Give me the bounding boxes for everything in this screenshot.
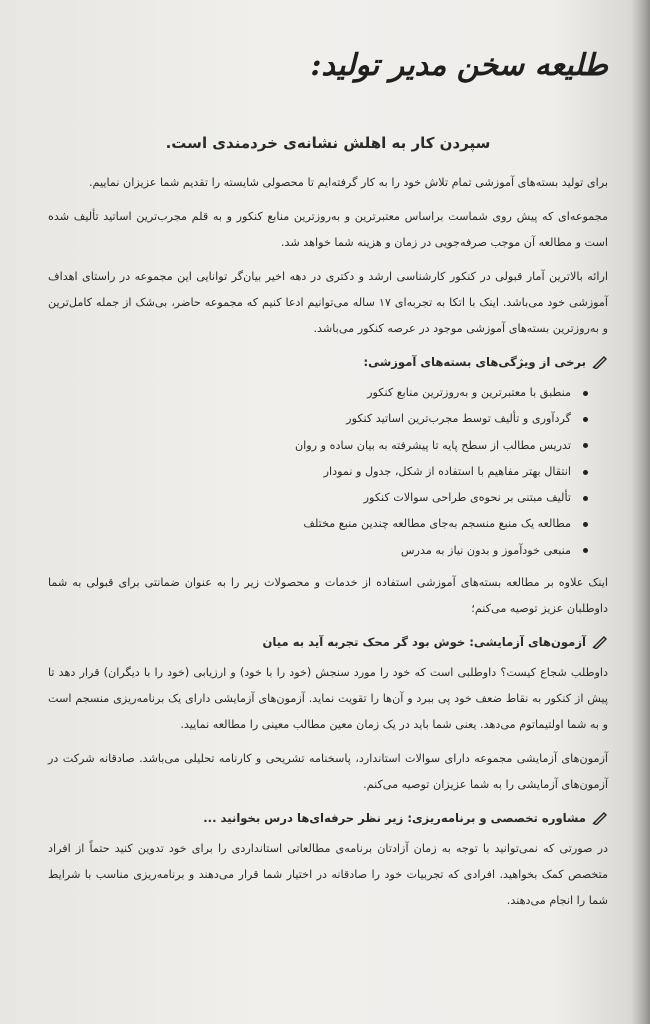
page-edge-shadow xyxy=(632,0,650,1024)
tests-paragraph-1: داوطلب شجاع کیست؟ داوطلبی است که خود را مورد سنجش (خود را با خود) و ارزیابی (خود را با دیگران) قرار دهد تا پیش از کنکور به نقاط ضعف خود پی ببرد و آن‌ها را تقویت نماید. آزمون‌های آزمایشی دارای یک برنامه‌ریزی منسجم است و به شما اولتیماتوم می‌دهد. یعنی شما باید در یک زمان معین مطالب معینی را مطالعه نمایید. xyxy=(48,666,608,732)
list-item-text: انتقال بهتر مفاهیم با استفاده از شکل، جدول و نمودار xyxy=(323,464,571,478)
pen-icon xyxy=(592,355,608,369)
tests-paragraph-2: آزمون‌های آزمایشی مجموعه دارای سوالات استاندارد، پاسخنامه تشریحی و کارنامه تحلیلی می‌باشد. صادقانه شرکت در آزمون‌های آزمایشی را به شما عزیزان توصیه می‌کنم. xyxy=(48,752,608,792)
list-item xyxy=(48,406,588,432)
list-item-text: مطالعه یک منبع منسجم به‌جای مطالعه چندین منبع مختلف xyxy=(303,517,571,531)
consulting-heading-text: مشاوره تخصصی و برنامه‌ریزی: زیر نظر حرفه‌ای‌ها درس بخوانید ... xyxy=(203,811,586,826)
list-item xyxy=(48,538,588,564)
bullet-icon xyxy=(583,496,588,501)
tests-heading-text: آزمون‌های آزمایشی: خوش بود گر محک تجربه آید به میان xyxy=(262,635,586,650)
list-item-text: تألیف مبتنی بر نحوه‌ی طراحی سوالات کنکور xyxy=(363,491,571,505)
list-item-text: منطبق با معتبرترین و به‌روزترین منابع کنکور xyxy=(367,386,571,399)
consulting-paragraph-1: در صورتی که نمی‌توانید با توجه به زمان آزادتان برنامه‌ی مطالعاتی استانداردی را برای خود تدوین کنید حتماً از افراد متخصص کمک بخواهید. افرادی که تجربیات خود را صادقانه در اختیار شما قرار می‌دهند و برنامه‌ریزی مناسب با شرایط شما را انجام می‌دهند. xyxy=(48,842,608,908)
bullet-icon xyxy=(583,470,588,475)
bullet-icon xyxy=(583,391,588,396)
bullet-icon xyxy=(583,522,588,527)
bullet-icon xyxy=(583,417,588,422)
consulting-heading xyxy=(48,806,608,830)
list-item-text: تدریس مطالب از سطح پایه تا پیشرفته به بیان ساده و روان xyxy=(294,438,571,452)
list-item-text: گردآوری و تألیف توسط مجرب‌ترین اساتید کنکور xyxy=(346,412,571,426)
motto-line: سپردن کار به اهلش نشانه‌ی خردمندی است. xyxy=(165,134,491,152)
intro-paragraph-3: ارائه بالاترین آمار قبولی در کنکور کارشناسی ارشد و دکتری در دهه اخیر بیان‌گر توانایی این مجموعه در راستای اهداف آموزشی خود می‌باشد. اینک با اتکا به تجربه‌ای ۱۷ ساله می‌توانیم ادعا کنیم که مجموعه حاضر، بی‌شک از جمله کامل‌ترین و به‌روزترین بسته‌های آموزشی موجود در عرصه کنکور می‌باشد. xyxy=(48,270,608,335)
list-item xyxy=(48,380,588,406)
pen-icon xyxy=(592,635,608,649)
bullet-icon xyxy=(583,443,588,448)
list-item xyxy=(48,511,588,537)
features-list xyxy=(48,380,608,564)
pen-icon xyxy=(592,811,608,825)
list-item xyxy=(48,485,588,511)
bullet-icon xyxy=(583,548,588,553)
page-title: طلیعه سخن مدیر تولید: xyxy=(310,48,608,83)
list-item xyxy=(48,459,588,485)
tests-heading xyxy=(48,630,608,654)
page-content xyxy=(48,40,608,922)
intro-paragraph-1: برای تولید بسته‌های آموزشی تمام تلاش خود را به کار گرفته‌ایم تا محصولی شایسته را تقدیم شما عزیزان نماییم. xyxy=(88,176,608,189)
list-item xyxy=(48,433,588,459)
list-item-text: منبعی خودآموز و بدون نیاز به مدرس xyxy=(400,543,571,557)
intro-paragraph-2: مجموعه‌ای که پیش روی شماست براساس معتبرترین و به‌روزترین منابع کنکور و به قلم مجرب‌ترین اساتید تألیف شده است و مطالعه آن موجب صرفه‌جویی در زمان و هزینه شما خواهد شد. xyxy=(48,210,608,249)
features-heading xyxy=(48,350,608,374)
features-heading-text: برخی از ویژگی‌های بسته‌های آموزشی: xyxy=(363,355,586,369)
services-intro: اینک علاوه بر مطالعه بسته‌های آموزشی استفاده از خدمات و محصولات زیر را به عنوان ضمانتی برای قبولی به شما داوطلبان عزیز توصیه می‌کنم؛ xyxy=(48,576,608,616)
